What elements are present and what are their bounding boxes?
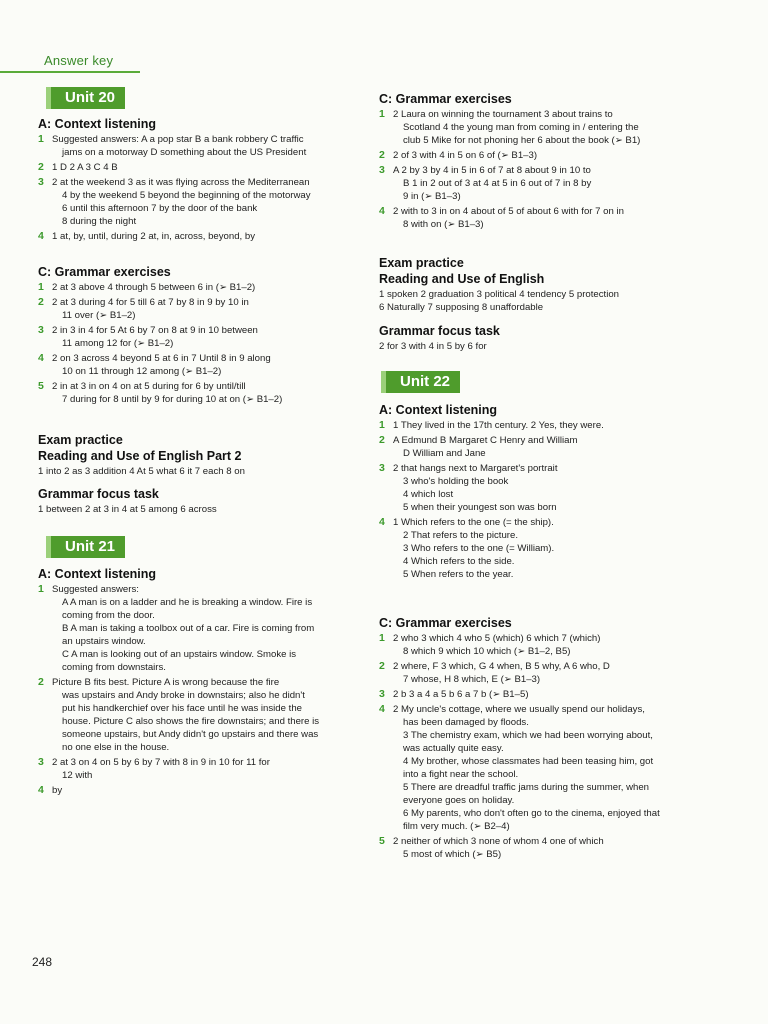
answer-item (379, 164, 699, 203)
section-heading: C: Grammar exercises (379, 616, 512, 630)
answer-text (52, 133, 364, 159)
unit-20-focus-section (38, 487, 364, 516)
answer-text (52, 296, 364, 322)
answer-number: 4 (379, 703, 385, 715)
answer-line: 12 with (62, 770, 93, 781)
answer-line: 6 until this afternoon 7 by the door of the bank (62, 203, 258, 214)
answer-number: 4 (379, 205, 385, 217)
answer-number: 2 (379, 660, 385, 672)
answer-line: was upstairs and Andy broke in downstairs; also he didn't (62, 690, 305, 701)
answer-item (379, 835, 699, 861)
answer-line: C A man is looking out of an upstairs window. Smoke is (62, 649, 297, 660)
section-heading: A: Context listening (38, 567, 157, 581)
unit-20-grammar-section (38, 265, 364, 408)
answer-item (379, 462, 699, 514)
answer-line: 2 Laura on winning the tournament 3 about trains to (393, 109, 613, 120)
answer-line: 1 They lived in the 17th century. 2 Yes, they were. (393, 420, 604, 431)
focus-answers: 1 between 2 at 3 in 4 at 5 among 6 across (38, 504, 217, 515)
answer-text (52, 324, 364, 350)
answer-item (38, 230, 364, 243)
answer-item (38, 161, 364, 174)
answer-line: was actually quite easy. (403, 743, 504, 754)
answer-line: 2 that hangs next to Margaret's portrait (393, 463, 558, 474)
answer-line: 5 When refers to the year. (403, 569, 514, 580)
unit-22-badge: Unit 22 (381, 371, 460, 393)
answer-line: 2 neither of which 3 none of whom 4 one of which (393, 836, 604, 847)
section-heading: C: Grammar exercises (38, 265, 171, 279)
answer-item (38, 583, 364, 674)
answer-line: has been damaged by floods. (403, 717, 529, 728)
answer-item (379, 108, 699, 147)
answer-item (38, 296, 364, 322)
unit-21-context-section (38, 567, 364, 799)
answer-number: 2 (38, 676, 44, 688)
unit-20-exam-section (38, 433, 364, 478)
answer-line: club 5 Mike for not phoning her 6 about the book (➢ B1) (403, 135, 641, 146)
answer-list (38, 281, 364, 406)
section-heading: Grammar focus task (38, 487, 159, 501)
answer-text (52, 281, 364, 294)
answer-line: coming from downstairs. (62, 662, 166, 673)
answer-line: 8 with on (➢ B1–3) (403, 219, 484, 230)
answer-line: jams on a motorway D something about the US President (62, 147, 307, 158)
answer-text (393, 434, 699, 460)
answer-line: 2 at 3 above 4 through 5 between 6 in (➢ B1–2) (52, 282, 256, 293)
answer-number: 2 (38, 161, 44, 173)
answer-item (379, 434, 699, 460)
answer-text (52, 583, 364, 674)
answer-text (52, 176, 364, 228)
answer-line: film very much. (➢ B2–4) (403, 821, 510, 832)
answer-line: 5 when their youngest son was born (403, 502, 557, 513)
answer-number: 1 (38, 281, 44, 293)
answer-line: 4 by the weekend 5 beyond the beginning of the motorway (62, 190, 311, 201)
answer-line: 7 whose, H 8 which, E (➢ B1–3) (403, 674, 541, 685)
answer-number: 3 (379, 462, 385, 474)
answer-number: 1 (379, 632, 385, 644)
answer-number: 3 (38, 324, 44, 336)
answer-line: 8 which 9 which 10 which (➢ B1–2, B5) (403, 646, 571, 657)
answer-item (379, 632, 699, 658)
answer-text (393, 419, 699, 432)
answer-number: 5 (379, 835, 385, 847)
answer-line: 2 with to 3 in on 4 about of 5 of about 6 with for 7 on in (393, 206, 624, 217)
answer-text (393, 108, 699, 147)
answer-line: 10 on 11 through 12 among (➢ B1–2) (62, 366, 222, 377)
section-subheading: Reading and Use of English Part 2 (38, 449, 242, 463)
section-heading: Grammar focus task (379, 324, 500, 338)
focus-answers: 2 for 3 with 4 in 5 by 6 for (379, 341, 487, 352)
answer-number: 3 (38, 176, 44, 188)
answer-number: 3 (379, 164, 385, 176)
answer-line: 3 The chemistry exam, which we had been worrying about, (403, 730, 653, 741)
answer-text (393, 688, 699, 701)
answer-line: D William and Jane (403, 448, 486, 459)
answer-line: 2 at 3 during 4 for 5 till 6 at 7 by 8 in 9 by 10 in (52, 297, 249, 308)
unit-21-grammar-section (379, 92, 699, 233)
unit-22-grammar-section (379, 616, 699, 863)
answer-number: 4 (38, 230, 44, 242)
answer-item (38, 380, 364, 406)
answer-line: 2 at the weekend 3 as it was flying across the Mediterranean (52, 177, 310, 188)
answer-line: put his handkerchief over his face until he was inside the (62, 703, 302, 714)
unit-22-context-section (379, 403, 699, 583)
answer-number: 4 (379, 516, 385, 528)
answer-line: an upstairs window. (62, 636, 146, 647)
answer-line: coming from the door. (62, 610, 155, 621)
answer-line: 11 among 12 for (➢ B1–2) (62, 338, 174, 349)
section-heading: A: Context listening (379, 403, 498, 417)
answer-line: Picture B fits best. Picture A is wrong because the fire (52, 677, 280, 688)
answer-item (38, 352, 364, 378)
answer-number: 1 (38, 583, 44, 595)
answer-line: 5 There are dreadful traffic jams during the summer, when (403, 782, 650, 793)
answer-line: someone upstairs, but Andy didn't go upstairs and there was (62, 729, 319, 740)
answer-text (393, 835, 699, 861)
header-rule (0, 71, 140, 73)
answer-text (52, 380, 364, 406)
answer-line: 2 in at 3 in on 4 on at 5 during for 6 by until/till (52, 381, 246, 392)
answer-line: no one else in the house. (62, 742, 170, 753)
section-heading: Exam practice (38, 433, 123, 447)
answer-text (52, 161, 364, 174)
answer-number: 3 (38, 756, 44, 768)
section-heading: C: Grammar exercises (379, 92, 512, 106)
answer-text (393, 632, 699, 658)
answer-line: 2 That refers to the picture. (403, 530, 519, 541)
answer-list (38, 133, 364, 243)
answer-line: 9 in (➢ B1–3) (403, 191, 461, 202)
answer-item (379, 516, 699, 581)
answer-item (379, 688, 699, 701)
answer-text (393, 462, 699, 514)
answer-text (52, 756, 364, 782)
answer-line: A A man is on a ladder and he is breaking a window. Fire is (62, 597, 313, 608)
answer-line: A 2 by 3 by 4 in 5 in 6 of 7 at 8 about 9 in 10 to (393, 165, 591, 176)
answer-line: 1 D 2 A 3 C 4 B (52, 162, 118, 173)
exam-answers-line-2: 6 Naturally 7 supposing 8 unaffordable (379, 302, 544, 313)
answer-line: 5 most of which (➢ B5) (403, 849, 502, 860)
answer-item (379, 419, 699, 432)
answer-number: 3 (379, 688, 385, 700)
answer-number: 4 (38, 352, 44, 364)
answer-list (38, 583, 364, 797)
answer-line: 3 who's holding the book (403, 476, 509, 487)
answer-number: 4 (38, 784, 44, 796)
answer-item (38, 756, 364, 782)
answer-list (379, 632, 699, 861)
answer-text (393, 164, 699, 203)
answer-text (52, 352, 364, 378)
answer-line: Suggested answers: A a pop star B a bank robbery C traffic (52, 134, 304, 145)
exam-answers-line-1: 1 spoken 2 graduation 3 political 4 tendency 5 protection (379, 289, 620, 300)
section-subheading: Reading and Use of English (379, 272, 545, 286)
answer-line: 4 Which refers to the side. (403, 556, 515, 567)
answer-item (379, 660, 699, 686)
section-heading: A: Context listening (38, 117, 157, 131)
answer-text (52, 784, 364, 797)
answer-text (393, 149, 699, 162)
answer-line: Scotland 4 the young man from coming in / entering the (403, 122, 639, 133)
answer-list (379, 419, 699, 581)
exam-answers: 1 into 2 as 3 addition 4 At 5 what 6 it 7 each 8 on (38, 466, 245, 477)
answer-line: 2 My uncle's cottage, where we usually spend our holidays, (393, 704, 645, 715)
header-title: Answer key (44, 53, 114, 68)
answer-text (393, 703, 699, 833)
answer-line: 2 who 3 which 4 who 5 (which) 6 which 7 (which) (393, 633, 601, 644)
answer-item (379, 149, 699, 162)
answer-line: 2 b 3 a 4 a 5 b 6 a 7 b (➢ B1–5) (393, 689, 529, 700)
section-heading: Exam practice (379, 256, 464, 270)
answer-line: house. Picture C also shows the fire downstairs; and there is (62, 716, 320, 727)
answer-line: 2 of 3 with 4 in 5 on 6 of (➢ B1–3) (393, 150, 538, 161)
unit-21-badge: Unit 21 (46, 536, 125, 558)
answer-line: 4 which lost (403, 489, 454, 500)
answer-number: 2 (38, 296, 44, 308)
answer-line: 8 during the night (62, 216, 137, 227)
answer-text (393, 516, 699, 581)
page-number: 248 (32, 955, 53, 969)
answer-line: by (52, 785, 63, 796)
answer-line: B 1 in 2 out of 3 at 4 at 5 in 6 out of 7 in 8 by (403, 178, 592, 189)
answer-line: 1 at, by, until, during 2 at, in, across, beyond, by (52, 231, 256, 242)
answer-number: 5 (38, 380, 44, 392)
answer-line: 6 My parents, who don't often go to the cinema, enjoyed that (403, 808, 660, 819)
answer-line: 11 over (➢ B1–2) (62, 310, 136, 321)
answer-line: A Edmund B Margaret C Henry and William (393, 435, 578, 446)
answer-list (379, 108, 699, 231)
answer-number: 1 (379, 419, 385, 431)
unit-21-exam-section (379, 256, 699, 314)
unit-21-focus-section (379, 324, 699, 353)
answer-text (52, 230, 364, 243)
answer-line: 2 at 3 on 4 on 5 by 6 by 7 with 8 in 9 in 10 for 11 for (52, 757, 270, 768)
unit-20-badge: Unit 20 (46, 87, 125, 109)
answer-text (393, 660, 699, 686)
answer-line: 7 during for 8 until by 9 for during 10 at on (➢ B1–2) (62, 394, 283, 405)
answer-item (379, 205, 699, 231)
answer-text (52, 676, 364, 754)
answer-item (38, 133, 364, 159)
unit-20-context-section (38, 117, 364, 245)
answer-item (38, 324, 364, 350)
answer-line: everyone goes on holiday. (403, 795, 515, 806)
answer-line: 2 where, F 3 which, G 4 when, B 5 why, A 6 who, D (393, 661, 610, 672)
answer-number: 1 (38, 133, 44, 145)
answer-number: 1 (379, 108, 385, 120)
answer-line: Suggested answers: (52, 584, 139, 595)
answer-item (38, 281, 364, 294)
answer-line: 1 Which refers to the one (= the ship). (393, 517, 554, 528)
answer-line: B A man is taking a toolbox out of a car. Fire is coming from (62, 623, 315, 634)
answer-line: 2 in 3 in 4 for 5 At 6 by 7 on 8 at 9 in 10 between (52, 325, 258, 336)
answer-line: 2 on 3 across 4 beyond 5 at 6 in 7 Until 8 in 9 along (52, 353, 271, 364)
answer-item (38, 676, 364, 754)
answer-number: 2 (379, 434, 385, 446)
answer-line: into a fight near the school. (403, 769, 519, 780)
answer-line: 4 My brother, whose classmates had been teasing him, got (403, 756, 654, 767)
answer-item (38, 784, 364, 797)
answer-number: 2 (379, 149, 385, 161)
answer-item (38, 176, 364, 228)
answer-line: 3 Who refers to the one (= William). (403, 543, 555, 554)
answer-text (393, 205, 699, 231)
answer-item (379, 703, 699, 833)
